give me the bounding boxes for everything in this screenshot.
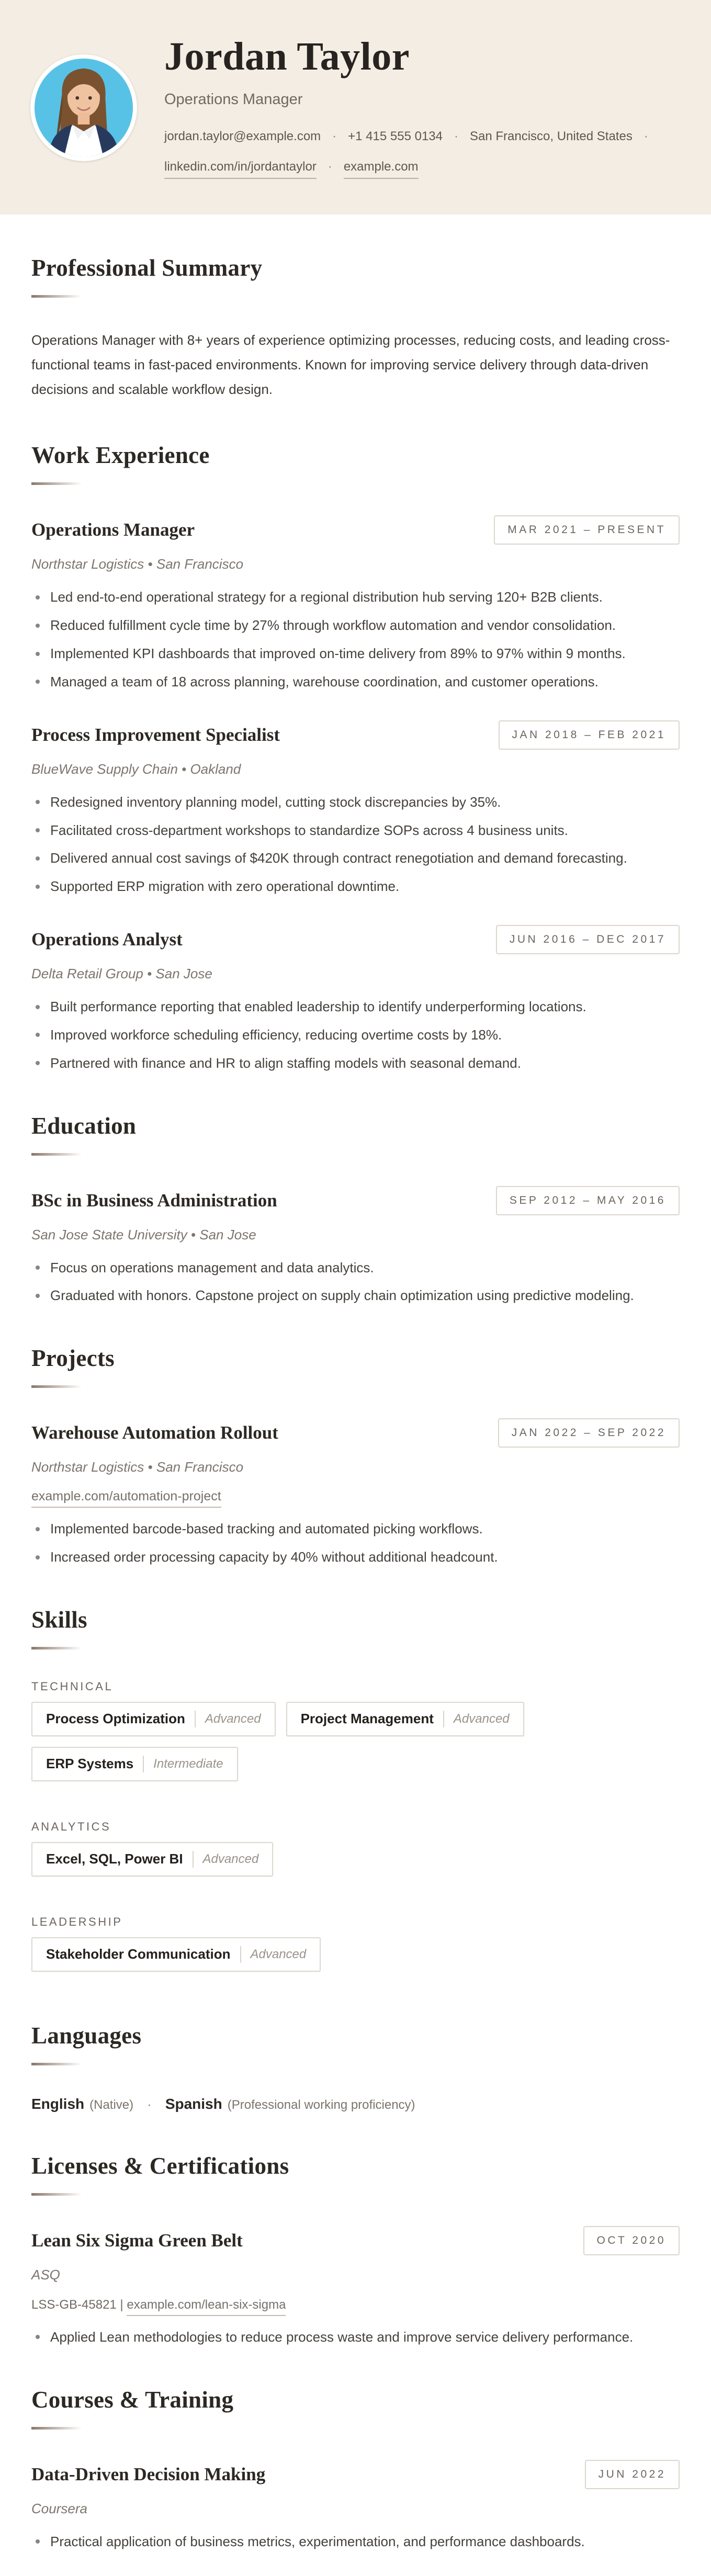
bullet-item: Graduated with honors. Capstone project on supply chain optimization using predictive modeling.: [31, 1286, 680, 1305]
section-divider: [31, 2427, 82, 2430]
bullet-list: [31, 1259, 680, 1305]
skill-separator: [443, 1711, 444, 1727]
skill-chip-row: [31, 1937, 607, 1982]
skill-chip: [31, 1702, 276, 1736]
bullet-item: Increased order processing capacity by 40% without additional headcount.: [31, 1548, 680, 1566]
skill-group-label: TECHNICAL: [31, 1679, 114, 1693]
linkedin-link[interactable]: linkedin.com/in/jordantaylor: [164, 160, 317, 179]
bullet-list: [31, 2328, 680, 2346]
project-org-line: Northstar Logistics • San Francisco: [31, 1459, 244, 1475]
date-badge: JAN 2022 – SEP 2022: [498, 1418, 680, 1448]
contact-separator: ·: [332, 129, 337, 143]
skill-chip: [286, 1702, 524, 1736]
section-heading: Professional Summary: [31, 254, 263, 281]
company-line: BlueWave Supply Chain • Oakland: [31, 761, 241, 777]
job-title: Process Improvement Specialist: [31, 724, 280, 745]
section-skills: [31, 1606, 680, 1982]
language-name: Spanish: [165, 2095, 222, 2112]
section-divider: [31, 1153, 82, 1156]
language-note: (Native): [89, 2097, 134, 2112]
section-heading: Skills: [31, 1606, 87, 1633]
skill-name: ERP Systems: [46, 1756, 134, 1772]
bullet-item: Led end-to-end operational strategy for a regional distribution hub serving 120+ B2B clients.: [31, 588, 680, 606]
date-badge: OCT 2020: [583, 2226, 680, 2255]
section-projects: [31, 1345, 680, 1566]
skill-level: Advanced: [202, 1851, 259, 1866]
entry-head: [31, 515, 680, 545]
section-education: [31, 1112, 680, 1305]
skill-name: Excel, SQL, Power BI: [46, 1851, 183, 1867]
section-divider: [31, 2193, 82, 2196]
company-line: Delta Retail Group • San Jose: [31, 966, 212, 982]
contact-line-2: [164, 160, 680, 179]
section-work-experience: [31, 442, 680, 1072]
certification-title: Lean Six Sigma Green Belt: [31, 2230, 243, 2251]
course-title: Data-Driven Decision Making: [31, 2464, 266, 2484]
date-badge: JUN 2016 – DEC 2017: [496, 925, 680, 954]
skill-level: Intermediate: [153, 1756, 223, 1771]
section-heading: Work Experience: [31, 442, 210, 469]
bullet-item: Improved workforce scheduling efficiency, reducing overtime costs by 18%.: [31, 1026, 680, 1044]
entry-head: [31, 2226, 680, 2255]
bullet-item: Supported ERP migration with zero operational downtime.: [31, 877, 680, 896]
bullet-list: [31, 793, 680, 896]
entry-head: [31, 720, 680, 750]
section-divider: [31, 295, 82, 298]
skill-name: Project Management: [300, 1711, 434, 1727]
project-link-line: [31, 1489, 680, 1504]
issuer-line: ASQ: [31, 2266, 60, 2283]
contact-phone: +1 415 555 0134: [348, 129, 443, 143]
skill-chip-row: [31, 1842, 607, 1887]
skill-level: Advanced: [453, 1711, 510, 1726]
section-divider: [31, 2063, 82, 2065]
work-entry: [31, 720, 680, 896]
company-line: Northstar Logistics • San Francisco: [31, 556, 244, 572]
section-courses: [31, 2386, 680, 2551]
work-entry: [31, 515, 680, 691]
skill-separator: [240, 1946, 241, 1963]
school-line: San Jose State University • San Jose: [31, 1226, 256, 1242]
work-entry: [31, 925, 680, 1072]
person-job-title: Operations Manager: [164, 91, 303, 108]
entry-head: [31, 1418, 680, 1448]
skill-level: Advanced: [205, 1711, 261, 1726]
language-note: (Professional working proficiency): [227, 2097, 415, 2112]
language-separator: ·: [147, 2096, 152, 2112]
resume-header: [0, 0, 711, 214]
education-entry: [31, 1186, 680, 1305]
section-divider: [31, 1647, 82, 1649]
skill-group-label: ANALYTICS: [31, 1820, 111, 1833]
bullet-item: Reduced fulfillment cycle time by 27% through workflow automation and vendor consolidation.: [31, 616, 680, 635]
bullet-item: Built performance reporting that enabled leadership to identify underperforming locations.: [31, 998, 680, 1016]
resume-body: [0, 254, 711, 2551]
bullet-item: Practical application of business metrics, experimentation, and performance dashboards.: [31, 2533, 680, 2551]
skill-chip: [31, 1842, 273, 1877]
section-professional-summary: [31, 254, 680, 402]
job-title: Operations Manager: [31, 519, 195, 540]
skill-separator: [143, 1756, 144, 1772]
section-divider: [31, 1385, 82, 1388]
entry-head: [31, 2460, 680, 2489]
header-text: [164, 37, 680, 179]
contact-separator: ·: [454, 129, 458, 143]
skill-name: Process Optimization: [46, 1711, 185, 1727]
job-title: Operations Analyst: [31, 929, 183, 950]
bullet-list: [31, 588, 680, 691]
project-link[interactable]: example.com/automation-project: [31, 1489, 221, 1508]
course-entry: [31, 2460, 680, 2551]
section-heading: Courses & Training: [31, 2386, 234, 2413]
bullet-item: Implemented KPI dashboards that improved on-time delivery from 89% to 97% within 9 months.: [31, 645, 680, 663]
date-badge: JUN 2022: [585, 2460, 680, 2489]
section-certifications: [31, 2152, 680, 2346]
skill-chip: [31, 1747, 238, 1781]
bullet-item: Focus on operations management and data analytics.: [31, 1259, 680, 1277]
date-badge: SEP 2012 – MAY 2016: [496, 1186, 680, 1215]
credential-id: LSS-GB-45821 |: [31, 2297, 123, 2312]
bullet-item: Delivered annual cost savings of $420K through contract renegotiation and demand forecasting.: [31, 849, 680, 867]
project-entry: [31, 1418, 680, 1566]
person-name: Jordan Taylor: [164, 35, 410, 78]
website-link[interactable]: example.com: [344, 160, 419, 179]
skill-group-label: LEADERSHIP: [31, 1915, 123, 1928]
date-badge: MAR 2021 – PRESENT: [494, 515, 680, 545]
bullet-item: Implemented barcode-based tracking and automated picking workflows.: [31, 1520, 680, 1538]
contact-line-1: [164, 129, 680, 144]
bullet-item: Redesigned inventory planning model, cutting stock discrepancies by 35%.: [31, 793, 680, 811]
bullet-item: Managed a team of 18 across planning, warehouse coordination, and customer operations.: [31, 673, 680, 691]
certification-entry: [31, 2226, 680, 2346]
contact-separator: ·: [328, 159, 332, 174]
section-heading: Licenses & Certifications: [31, 2152, 289, 2179]
date-badge: JAN 2018 – FEB 2021: [499, 720, 680, 750]
credential-line: [31, 2298, 680, 2312]
bullet-item: Facilitated cross-department workshops to standardize SOPs across 4 business units.: [31, 821, 680, 840]
section-heading: Projects: [31, 1345, 115, 1372]
skill-chip: [31, 1937, 321, 1972]
section-heading: Languages: [31, 2022, 142, 2049]
bullet-item: Partnered with finance and HR to align staffing models with seasonal demand.: [31, 1054, 680, 1072]
avatar-illustration: [35, 59, 133, 157]
skill-level: Advanced: [250, 1947, 307, 1961]
bullet-list: [31, 1520, 680, 1566]
entry-head: [31, 925, 680, 954]
skill-separator: [195, 1711, 196, 1727]
contact-email: jordan.taylor@example.com: [164, 129, 321, 143]
section-divider: [31, 482, 82, 485]
skill-separator: [193, 1851, 194, 1868]
project-title: Warehouse Automation Rollout: [31, 1422, 278, 1443]
language-name: English: [31, 2095, 85, 2112]
section-heading: Education: [31, 1112, 137, 1139]
summary-text: Operations Manager with 8+ years of experience optimizing processes, reducing costs, and leading cross-functional teams in fast-paced environments. Known for improving service delivery through data-driven decisions and scalable workflow design.: [31, 332, 670, 398]
contact-separator: ·: [644, 129, 648, 143]
certification-link[interactable]: example.com/lean-six-sigma: [127, 2298, 286, 2316]
degree-title: BSc in Business Administration: [31, 1190, 277, 1211]
contact-location: San Francisco, United States: [470, 129, 633, 143]
bullet-item: Applied Lean methodologies to reduce process waste and improve service delivery performance.: [31, 2328, 680, 2346]
entry-head: [31, 1186, 680, 1215]
section-languages: [31, 2022, 680, 2112]
bullet-list: [31, 2533, 680, 2551]
bullet-list: [31, 998, 680, 1072]
skill-name: Stakeholder Communication: [46, 1946, 231, 1962]
skill-chip-row: [31, 1702, 607, 1792]
profile-photo: [30, 54, 137, 161]
language-row: [31, 2096, 680, 2112]
provider-line: Coursera: [31, 2500, 87, 2516]
